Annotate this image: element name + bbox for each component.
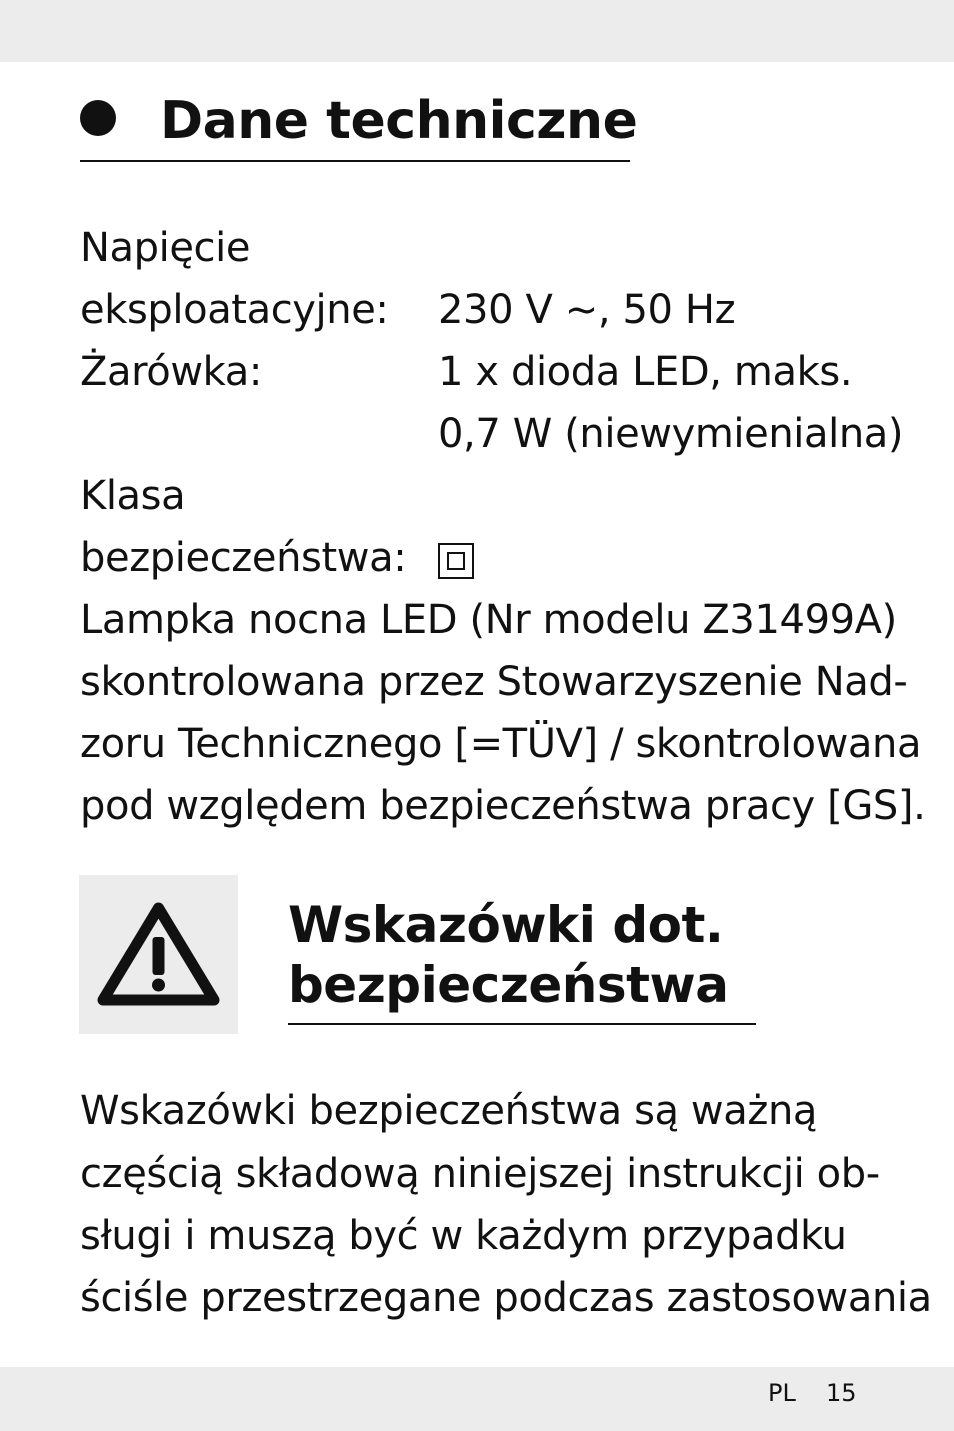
warning-box bbox=[79, 875, 238, 1034]
section-heading bbox=[80, 90, 638, 162]
spec-label: Klasa bbox=[80, 473, 186, 519]
paragraph-line: skontrolowana przez Stowarzyszenie Nad- bbox=[80, 659, 908, 705]
safety-title-line: bezpieczeństwa bbox=[288, 956, 729, 1014]
paragraph-line: pod względem bezpieczeństwa pracy [GS]. bbox=[80, 783, 926, 829]
safety-title-line: Wskazówki dot. bbox=[288, 896, 724, 954]
spec-value: 1 x dioda LED, maks. bbox=[438, 349, 853, 395]
section-title: Dane techniczne bbox=[160, 91, 638, 151]
paragraph-line: ściśle przestrzegane podczas zastosowania bbox=[80, 1275, 932, 1321]
spec-label: Żarówka: bbox=[80, 349, 262, 395]
protection-class-ii-icon bbox=[438, 543, 474, 579]
spec-label: bezpieczeństwa: bbox=[80, 535, 407, 581]
paragraph-line: częścią składową niniejszej instrukcji ob- bbox=[80, 1151, 880, 1197]
spec-value: 230 V ~, 50 Hz bbox=[438, 287, 736, 333]
paragraph-line: Wskazówki bezpieczeństwa są ważną bbox=[80, 1088, 818, 1134]
bullet-icon bbox=[80, 100, 116, 136]
spec-label: Napięcie bbox=[80, 225, 251, 271]
safety-heading bbox=[288, 895, 756, 1025]
spec-label: eksploatacyjne: bbox=[80, 287, 389, 333]
paragraph-line: sługi i muszą być w każdym przypadku bbox=[80, 1213, 847, 1259]
paragraph-line: Lampka nocna LED (Nr modelu Z31499A) bbox=[80, 597, 897, 643]
warning-triangle-icon bbox=[79, 875, 238, 1034]
footer-language: PL bbox=[768, 1379, 796, 1407]
footer-band bbox=[0, 1367, 954, 1431]
paragraph-line: zoru Technicznego [=TÜV] / skontrolowana bbox=[80, 721, 922, 767]
top-margin-band bbox=[0, 0, 954, 62]
spec-value: 0,7 W (niewymienialna) bbox=[438, 411, 904, 457]
page-number: 15 bbox=[826, 1379, 857, 1407]
